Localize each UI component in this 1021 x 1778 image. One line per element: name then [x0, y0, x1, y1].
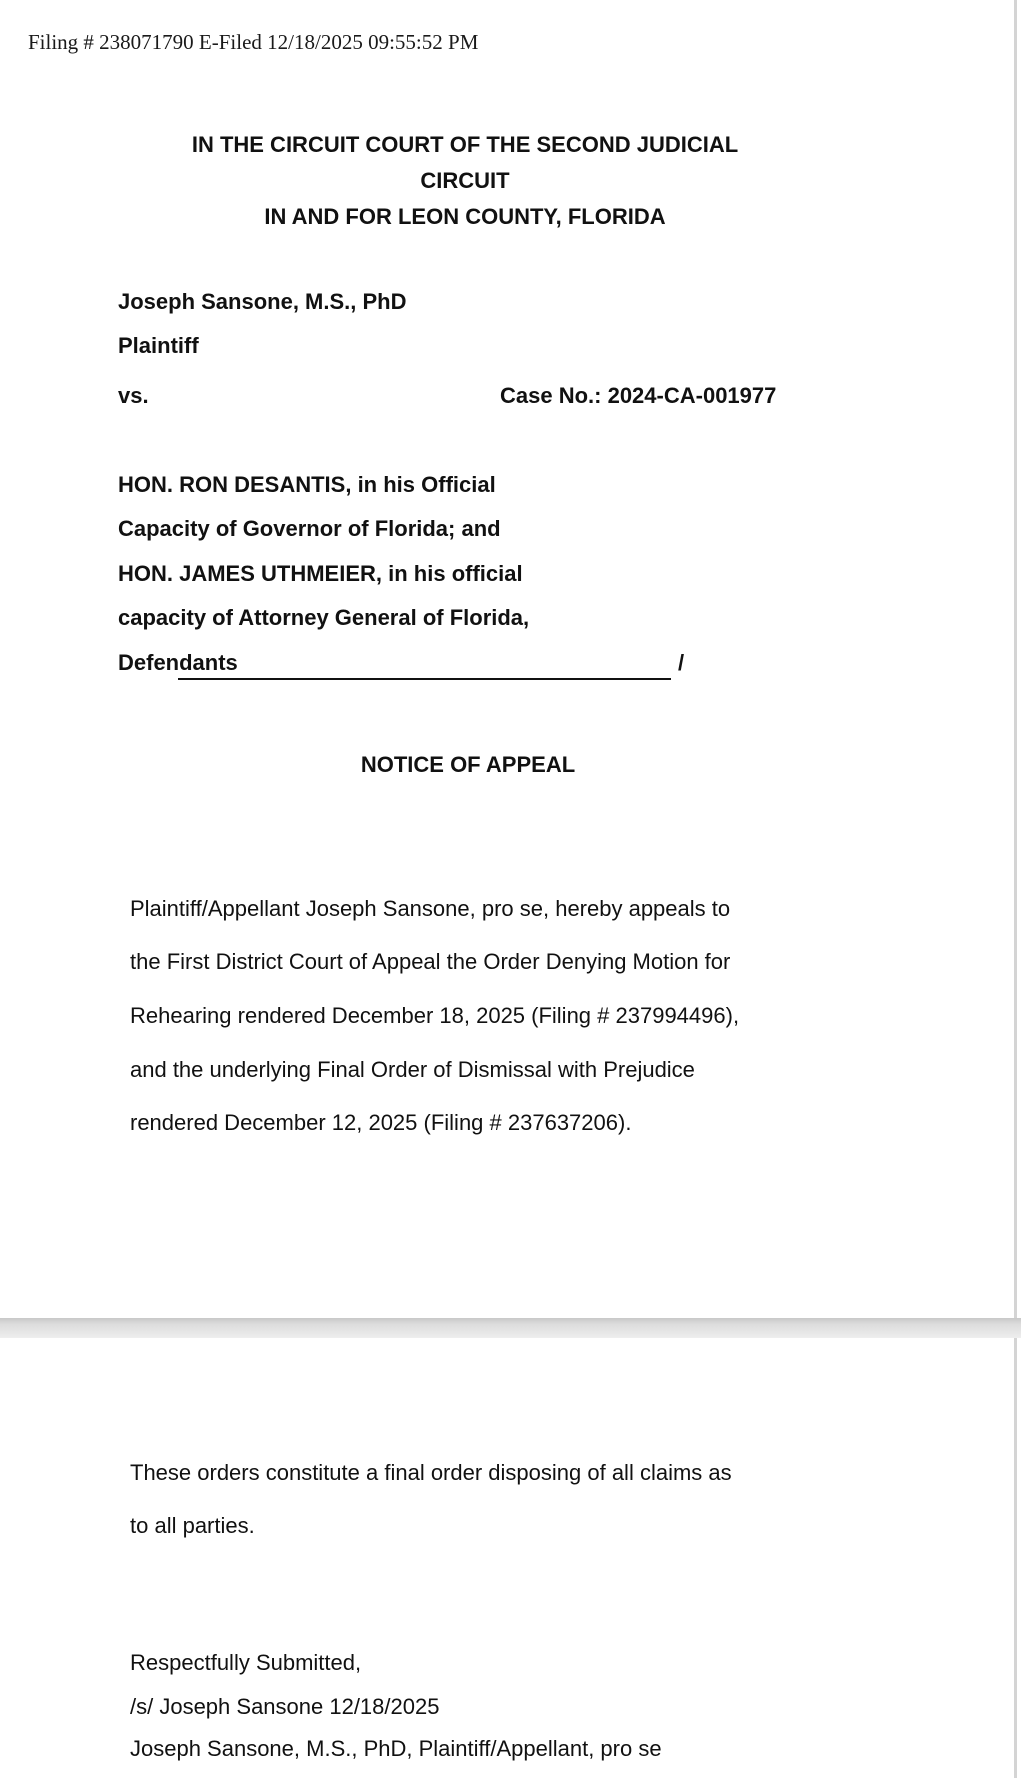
- defendant-line: HON. JAMES UTHMEIER, in his official: [118, 561, 523, 586]
- body-text-line: These orders constitute a final order disposing of all claims as: [130, 1460, 732, 1485]
- defendants-label: Defendants: [118, 650, 238, 675]
- court-caption-line: IN AND FOR LEON COUNTY, FLORIDA: [264, 204, 666, 229]
- defendant-line: HON. RON DESANTIS, in his Official: [118, 472, 496, 497]
- plaintiff-name: Joseph Sansone, M.S., PhD: [118, 289, 407, 314]
- body-text-line: to all parties.: [130, 1513, 255, 1538]
- body-text-line: Plaintiff/Appellant Joseph Sansone, pro se, hereby appeals to: [130, 896, 731, 921]
- body-text-line: the First District Court of Appeal the Order Denying Motion for: [130, 949, 731, 974]
- defendant-line: Capacity of Governor of Florida; and: [118, 516, 501, 541]
- signature-line: /s/ Joseph Sansone 12/18/2025: [130, 1694, 440, 1719]
- court-caption-line: IN THE CIRCUIT COURT OF THE SECOND JUDICIAL: [191, 132, 739, 157]
- signature-block: Joseph Sansone, M.S., PhD, Plaintiff/Appellant, pro se: [130, 1736, 662, 1761]
- court-caption-line: CIRCUIT: [420, 168, 510, 193]
- versus-label: vs.: [118, 383, 149, 408]
- filing-stamp: Filing # 238071790 E-Filed 12/18/2025 09:55:52 PM: [28, 30, 479, 54]
- page-separator: [0, 1318, 1021, 1338]
- caption-slash: /: [678, 650, 685, 675]
- body-text-line: rendered December 12, 2025 (Filing # 237637206).: [130, 1110, 632, 1135]
- defendant-line: capacity of Attorney General of Florida,: [118, 605, 530, 630]
- caption-signature-rule: [178, 678, 671, 680]
- plaintiff-label: Plaintiff: [118, 333, 199, 358]
- body-text-line: Rehearing rendered December 18, 2025 (Filing # 237994496),: [130, 1003, 740, 1028]
- body-text-line: and the underlying Final Order of Dismissal with Prejudice: [130, 1057, 695, 1082]
- closing-line: Respectfully Submitted,: [130, 1650, 362, 1675]
- document-page-2: [0, 1338, 1017, 1778]
- court-caption: [150, 127, 780, 235]
- case-number: Case No.: 2024-CA-001977: [500, 383, 777, 408]
- notice-title: NOTICE OF APPEAL: [360, 752, 576, 777]
